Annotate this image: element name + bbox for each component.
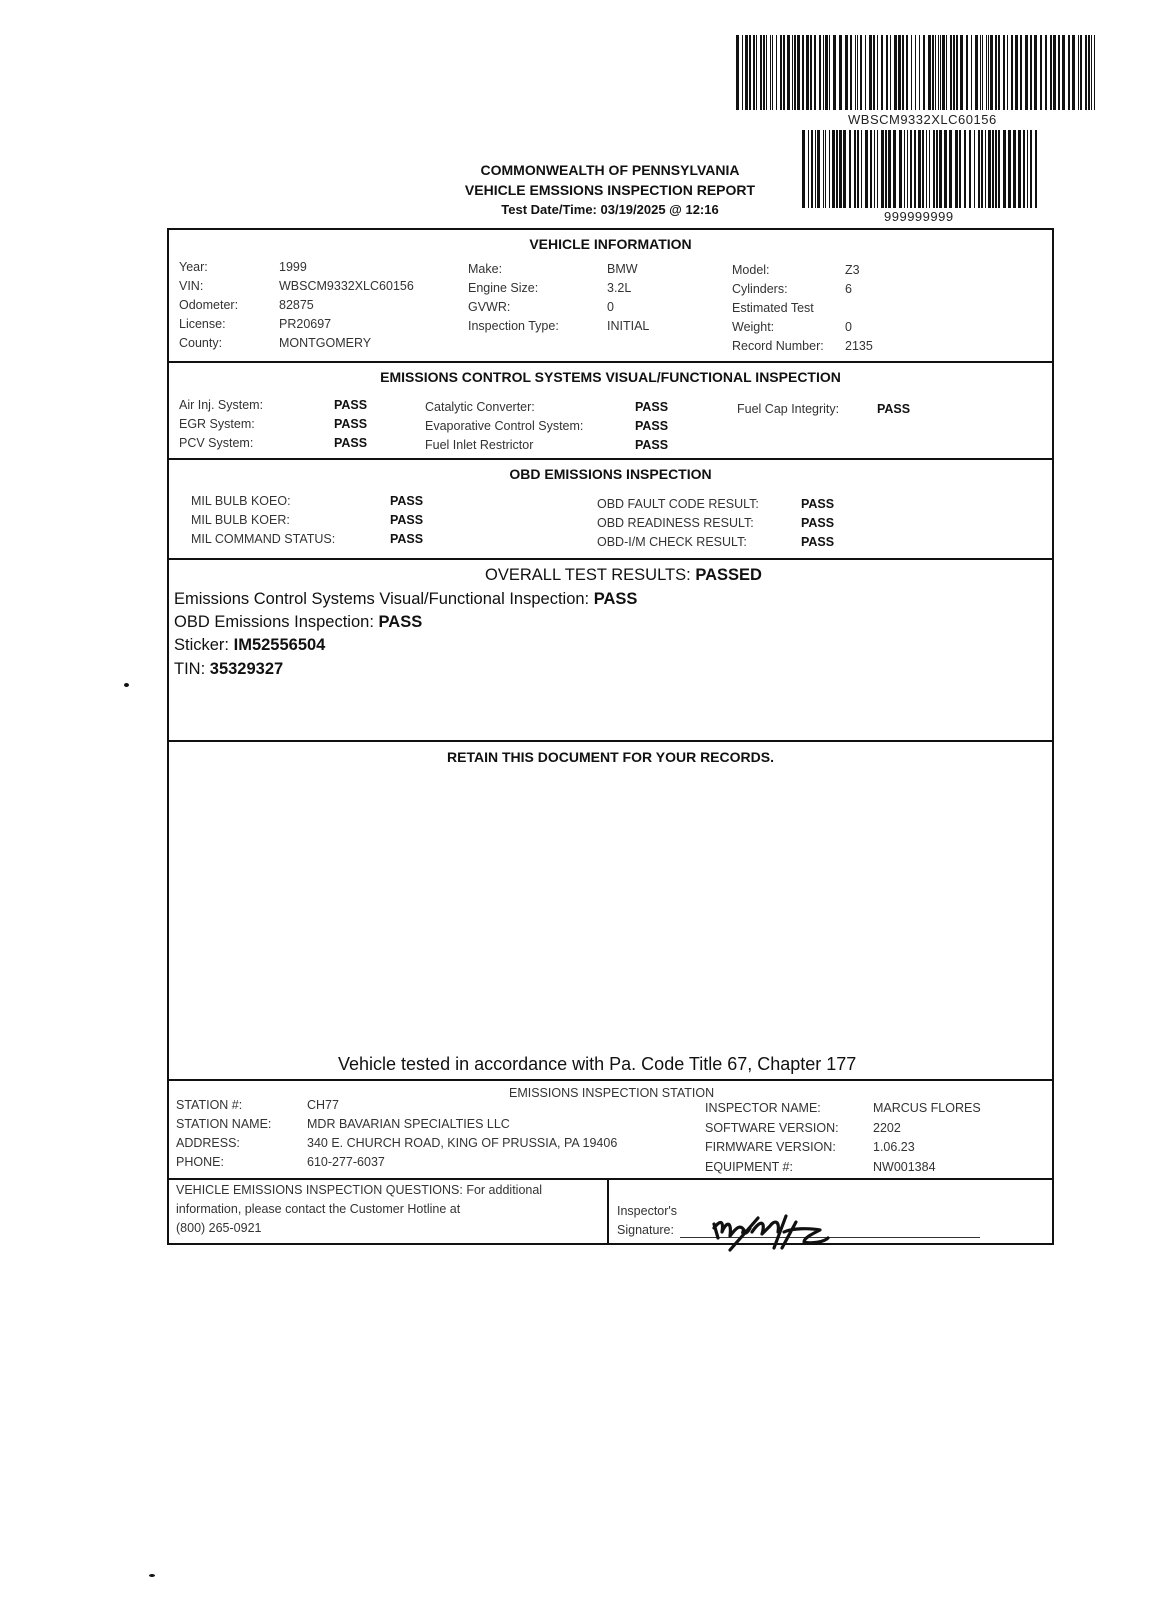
obd-im-check-label: OBD-I/M CHECK RESULT: (597, 535, 747, 549)
county-value: MONTGOMERY (279, 336, 372, 350)
fuel-inlet-restrictor-label: Fuel Inlet Restrictor (425, 438, 534, 452)
hotline-phone: (800) 265-0921 (176, 1221, 262, 1235)
year-label: Year: (179, 260, 208, 274)
equipment-number-label: EQUIPMENT #: (705, 1160, 793, 1174)
obd-fault-code-label: OBD FAULT CODE RESULT: (597, 497, 759, 511)
catalytic-converter-result: PASS (635, 400, 669, 414)
mil-bulb-koeo-result: PASS (390, 494, 424, 508)
obd-im-check-result: PASS (801, 535, 835, 549)
overall-results-value: PASSED (695, 566, 762, 584)
record-number-value: 2135 (845, 339, 873, 353)
firmware-version-label: FIRMWARE VERSION: (705, 1140, 836, 1154)
overall-obd-line (174, 613, 422, 632)
pcv-system-result: PASS (334, 436, 368, 450)
model-label: Model: (732, 263, 770, 277)
sticker-value: IM52556504 (233, 636, 326, 654)
vin-barcode-text: WBSCM9332XLC60156 (848, 112, 997, 127)
sticker-line (174, 636, 325, 655)
visual-inspection-title: EMISSIONS CONTROL SYSTEMS VISUAL/FUNCTIONAL INSPECTION (380, 369, 841, 385)
divider-vehicle (167, 361, 1054, 363)
overall-results-heading (485, 566, 762, 585)
station-address-value: 340 E. CHURCH ROAD, KING OF PRUSSIA, PA 19406 (307, 1136, 618, 1150)
station-phone-label: PHONE: (176, 1155, 224, 1169)
vin-label: VIN: (179, 279, 204, 293)
county-label: County: (179, 336, 223, 350)
station-phone-value: 610-277-6037 (307, 1155, 385, 1169)
evaporative-control-result: PASS (635, 419, 669, 433)
station-section-title: EMISSIONS INSPECTION STATION (509, 1086, 715, 1100)
software-version-label: SOFTWARE VERSION: (705, 1121, 839, 1135)
mil-bulb-koeo-label: MIL BULB KOEO: (191, 494, 291, 508)
fuel-inlet-restrictor-result: PASS (635, 438, 669, 452)
report-header-line2: VEHICLE EMSSIONS INSPECTION REPORT (464, 182, 756, 198)
license-value: PR20697 (279, 317, 332, 331)
overall-obd-value: PASS (378, 613, 423, 631)
divider-overall (167, 740, 1054, 742)
vin-barcode (736, 35, 1100, 110)
report-header-line1: COMMONWEALTH OF PENNSYLVANIA (480, 162, 740, 178)
inspector-name-label: INSPECTOR NAME: (705, 1101, 821, 1115)
mil-command-status-label: MIL COMMAND STATUS: (191, 532, 336, 546)
divider-visual (167, 458, 1054, 460)
station-number-label: STATION #: (176, 1098, 243, 1112)
weight-label: Weight: (732, 320, 775, 334)
test-date-time: Test Date/Time: 03/19/2025 @ 12:16 (501, 202, 719, 217)
hotline-text-line2: information, please contact the Customer Hotline at (176, 1202, 461, 1216)
inspection-type-value: INITIAL (607, 319, 650, 333)
catalytic-converter-label: Catalytic Converter: (425, 400, 535, 414)
tin-label: TIN: (174, 660, 206, 678)
estimated-test-label: Estimated Test (732, 301, 814, 315)
overall-results-label: OVERALL TEST RESULTS: (485, 566, 691, 584)
make-label: Make: (468, 262, 503, 276)
air-injection-label: Air Inj. System: (179, 398, 264, 412)
overall-obd-label: OBD Emissions Inspection: (174, 613, 374, 631)
station-barcode (802, 130, 1038, 208)
gvwr-value: 0 (607, 300, 614, 314)
weight-value: 0 (845, 320, 852, 334)
signature-label-line2: Signature: (617, 1223, 674, 1237)
hotline-text-line1: VEHICLE EMISSIONS INSPECTION QUESTIONS: For additional (176, 1183, 543, 1197)
model-value: Z3 (845, 263, 860, 277)
obd-readiness-label: OBD READINESS RESULT: (597, 516, 754, 530)
obd-inspection-title: OBD EMISSIONS INSPECTION (509, 466, 712, 482)
license-label: License: (179, 317, 226, 331)
vin-value: WBSCM9332XLC60156 (279, 279, 414, 293)
overall-visual-label: Emissions Control Systems Visual/Functional Inspection: (174, 590, 590, 608)
mil-bulb-koer-label: MIL BULB KOER: (191, 513, 290, 527)
station-number-value: CH77 (307, 1098, 339, 1112)
station-barcode-text: 999999999 (884, 209, 954, 224)
cylinders-label: Cylinders: (732, 282, 788, 296)
scan-speck (124, 683, 129, 687)
station-name-label: STATION NAME: (176, 1117, 272, 1131)
pcv-system-label: PCV System: (179, 436, 254, 450)
sticker-label: Sticker: (174, 636, 230, 654)
engine-size-value: 3.2L (607, 281, 632, 295)
egr-system-result: PASS (334, 417, 368, 431)
year-value: 1999 (279, 260, 307, 274)
overall-visual-value: PASS (593, 590, 638, 608)
signature-label-line1: Inspector's (617, 1204, 678, 1218)
equipment-number-value: NW001384 (873, 1160, 936, 1174)
odometer-label: Odometer: (179, 298, 239, 312)
scan-speck (149, 1574, 155, 1577)
divider-obd (167, 558, 1054, 560)
station-address-label: ADDRESS: (176, 1136, 240, 1150)
record-number-label: Record Number: (732, 339, 824, 353)
air-injection-result: PASS (334, 398, 368, 412)
tin-line (174, 660, 283, 679)
fuel-cap-integrity-result: PASS (877, 402, 911, 416)
inspector-name-value: MARCUS FLORES (873, 1101, 981, 1115)
divider-station (167, 1079, 1054, 1081)
fuel-cap-integrity-label: Fuel Cap Integrity: (737, 402, 840, 416)
mil-bulb-koer-result: PASS (390, 513, 424, 527)
divider-footer (167, 1178, 1054, 1180)
evaporative-control-label: Evaporative Control System: (425, 419, 584, 433)
footer-vertical-divider (607, 1178, 609, 1245)
station-name-value: MDR BAVARIAN SPECIALTIES LLC (307, 1117, 510, 1131)
retain-notice: RETAIN THIS DOCUMENT FOR YOUR RECORDS. (447, 749, 774, 765)
software-version-value: 2202 (873, 1121, 901, 1135)
cylinders-value: 6 (845, 282, 852, 296)
vehicle-info-title: VEHICLE INFORMATION (529, 236, 692, 252)
mil-command-status-result: PASS (390, 532, 424, 546)
overall-visual-line (174, 590, 637, 609)
obd-readiness-result: PASS (801, 516, 835, 530)
egr-system-label: EGR System: (179, 417, 255, 431)
inspection-type-label: Inspection Type: (468, 319, 559, 333)
gvwr-label: GVWR: (468, 300, 511, 314)
tin-value: 35329327 (209, 660, 284, 678)
firmware-version-value: 1.06.23 (873, 1140, 915, 1154)
odometer-value: 82875 (279, 298, 314, 312)
make-value: BMW (607, 262, 638, 276)
inspector-signature-image (700, 1208, 850, 1258)
pa-code-statement: Vehicle tested in accordance with Pa. Code Title 67, Chapter 177 (338, 1054, 857, 1074)
obd-fault-code-result: PASS (801, 497, 835, 511)
engine-size-label: Engine Size: (468, 281, 539, 295)
